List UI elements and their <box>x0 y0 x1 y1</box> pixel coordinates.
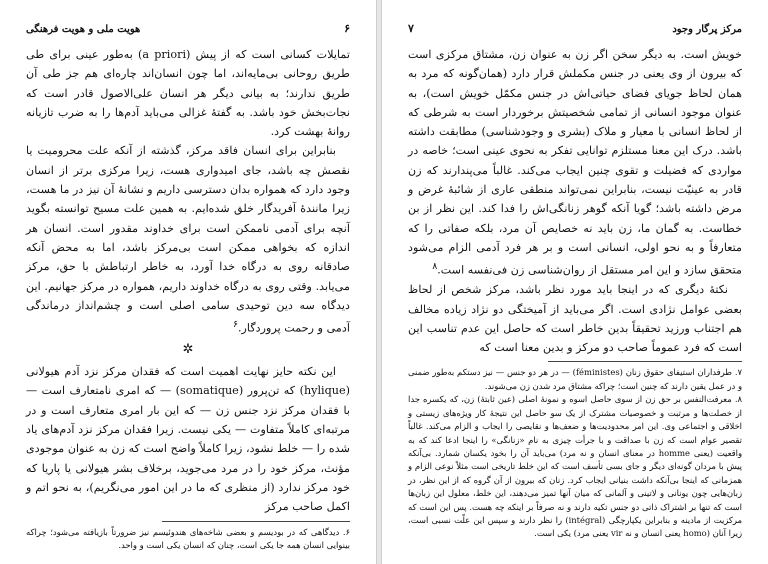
right-running-title: مرکز پرگار وجود <box>672 24 742 35</box>
left-paragraph-1: تمایلات کسانی است که از پیش (a priori) به‌طور عینی برای طی طریق روحانی بی‌مایه‌اند، اما چون انسان‌اند چاره‌ای هم جز طی آن طریق ندارند؛ به بیانی دیگر هر انسان علی‌الاصول قادر است که نجات‌بخش خود باشد. به گفتهٔ غزالی می‌باید آدم‌ها را به ضرب تازیانه روانهٔ بهشت کرد. <box>26 48 350 139</box>
right-paragraph-1-text: خویش است. به دیگر سخن اگر زن به عنوان زن، مشتاق مرکزی است که بیرون از وی یعنی در جنس مکملش قرار دارد (همان‌گونه که مرد به همان لحاظ جویای فضای حیاتی‌اش در جنس مکمّل خویش است)، به عنوان موجود انسانی از تمامی شخصیتش برخوردار است به شرطی که از لحاظ انسانی با معیار و ملاک (بشری و وجودشناسی) مطابقت داشته باشد. درک این معنا مستلزم توانایی تفکر به نحوی عینی است؛ خاصه در مواردی که فضیلت و تقوی چنین ایجاب می‌کند. غالباً می‌پندارند که زن قادر به عینیّت نیست، بنابراین نمی‌تواند منطقی عاری از شائبهٔ غرض و مرض داشته باشد؛ گویا آنکه گوهر زنانگی‌اش را فدا کند. این نظر از بن خطاست. به گمان ما، زن باید نه خصایص آن مرد، بلکه صفاتی را که متعارفاً و به نحو اولی، انسانی است و بر هر فرد آدمی الزام می‌شود متحقق سازد و این امر مستقل از روان‌شناسی زن فی‌نفسه است. <box>408 48 742 277</box>
right-page-header <box>408 22 742 35</box>
right-body <box>408 45 742 357</box>
left-paragraph-2-text: بنابراین برای انسان فاقد مرکز، گذشته از آنکه علت محرومیت یا نقصش چه باشد، جای امیدواری هست، زیرا مرکزی برتر از انسان وجود دارد که همواره بدان دسترسی داریم و نشانهٔ آن نیز در ما هست، زیرا مانندهٔ آفریدگار خلق شده‌ایم. به همین علت مسیح توانسته بگوید آنچه برای آدمی ناممکن است برای خداوند مقدور است. انسان هر اندازه که بخواهی ممکن است بی‌مرکز باشد، اما به محض آنکه صادقانه روی به درگاه خدا آورد، به خاطر ارتباطش با حق، مرکز می‌یابد. وقتی روی به درگاه خداوند داریم، همواره در مرکز جهانیم. این دیدگاه سه دین توحیدی سامی اصلی است و چشم‌انداز درماندگی آدمی و رحمت پروردگار. <box>26 144 350 335</box>
left-page-header <box>26 22 350 35</box>
section-divider-star: ✲ <box>182 342 194 358</box>
footnote-7: ۷. طرفداران استیفای حقوق زنان (féministes) — در هر دو جنس — نیز دستکم به‌طور ضمنی و در عمل یقین دارند که چنین است؛ چراکه مشتاق مرد شدن زن می‌شوند. <box>408 367 742 391</box>
footnote-8: ۸. معرفت‌النفس بر حق زن از سوی حاصل اسوه و نمونهٔ اصلی (عین ثابتهٔ) زن، که یکسره جدا از خصلت‌ها و مرتبت و خصوصیات مشترک از یک سو حاصل این نتیجهٔ کار ویژه‌های زیستی و اخلاقی و اجتماعی وی. این امر محدودیت‌ها و ضعف‌ها و نقایصی را ایجاب و الزام می‌کند. غالباً تقصیر عوام است که زن با صداقت و با جرأت چیزی به نام «زنانگی» را اینجا ادعا کند که به واقعیت (یعنی homme در معنای انسان و نه مرد) می‌باید آن را بخود یکسان شمارد. بی‌آنکه پیش با مردان گونه‌ای دیگر و جای بسی تأسف است که این خلط تاریخی است مثلاً نوعی الزام و همزمانی که اینجا بی‌آنکه داشت بنیانی ایجاب کرد. زنان که بیرون از آن گروه که از این نظر، در زبان‌هایی چون یونانی و لاتینی و آلمانی که میان آنها تمیز می‌دهند، این خلط، معلول این زبان‌ها است که تنها بر اشتراک ذاتی دو جنس تکیه دارند و نه صرفاً بر اینکه چه هست. پس این است که مرکزیت از مادینه و بنابراین یکپارچگی (intégral) را نظر دارند و سپس این علّت نسبی است، زیرا آنان (homo یعنی انسان و نه vir یعنی مرد) یکی است. <box>408 394 742 539</box>
left-footnotes <box>26 526 350 553</box>
left-paragraph-2 <box>26 141 350 338</box>
left-page-number: ۶ <box>344 22 350 35</box>
footnote-ref-8[interactable]: ۸ <box>432 261 438 273</box>
left-paragraph-3: این نکته حایز نهایت اهمیت است که فقدان مرکز نزد آدم هیولانی (hylique) که تن‌پرور (somatique) — که امری نامتعارف است — با فقدان مرکز نزد جنس زن — که این بار امری متعارف است و در مرتبه‌ای کاملاً متفاوت — یکی نیست. زیرا فقدان مرکز نزد آدم‌های یاد شده را — خلط نشود، زیرا کاملاً واضح است که زن به عنوان موجودی مؤنث، مرکز خود را در مرد می‌جوید، برخلاف بشر هیولانی یا پاریا که خود مرکز ندارد (از منظری که ما در این امور می‌نگریم)، به نحو اتم و اکمل صاحب مرکز <box>26 365 350 514</box>
right-page <box>382 0 768 564</box>
right-paragraph-1 <box>408 45 742 280</box>
footnote-rule <box>162 521 350 522</box>
left-page <box>0 0 376 564</box>
footnote-6: ۶. دیدگاهی که در بودیسم و بعضی شاخه‌های هندوئیسم نیز ضرورتاً بازیافته می‌شود؛ چراکه بینوایی انسان همه جا یکی است، چنان که انسان یکی است و واحد. <box>26 526 350 550</box>
right-paragraph-2: نکتهٔ دیگری که در اینجا باید مورد نظر باشد، مرکز شخص از لحاظ بعضی عوامل نژادی است. اگر می‌باید از آمیختگی دو نژاد زیاده مخالف هم اجتناب ورزید تحقیقاً بدین خاطر است که حاصل این عدم تناسب این است که فرد عموماً صاحب دو مرکز و بدین معنا است که <box>408 283 742 355</box>
footnote-ref-6[interactable]: ۶ <box>232 319 238 331</box>
footnote-rule <box>548 361 742 362</box>
left-body <box>26 45 350 517</box>
right-footnotes <box>408 366 742 540</box>
left-running-title: هویت ملی و هویت فرهنگی <box>26 24 141 35</box>
right-page-number: ۷ <box>408 22 414 35</box>
